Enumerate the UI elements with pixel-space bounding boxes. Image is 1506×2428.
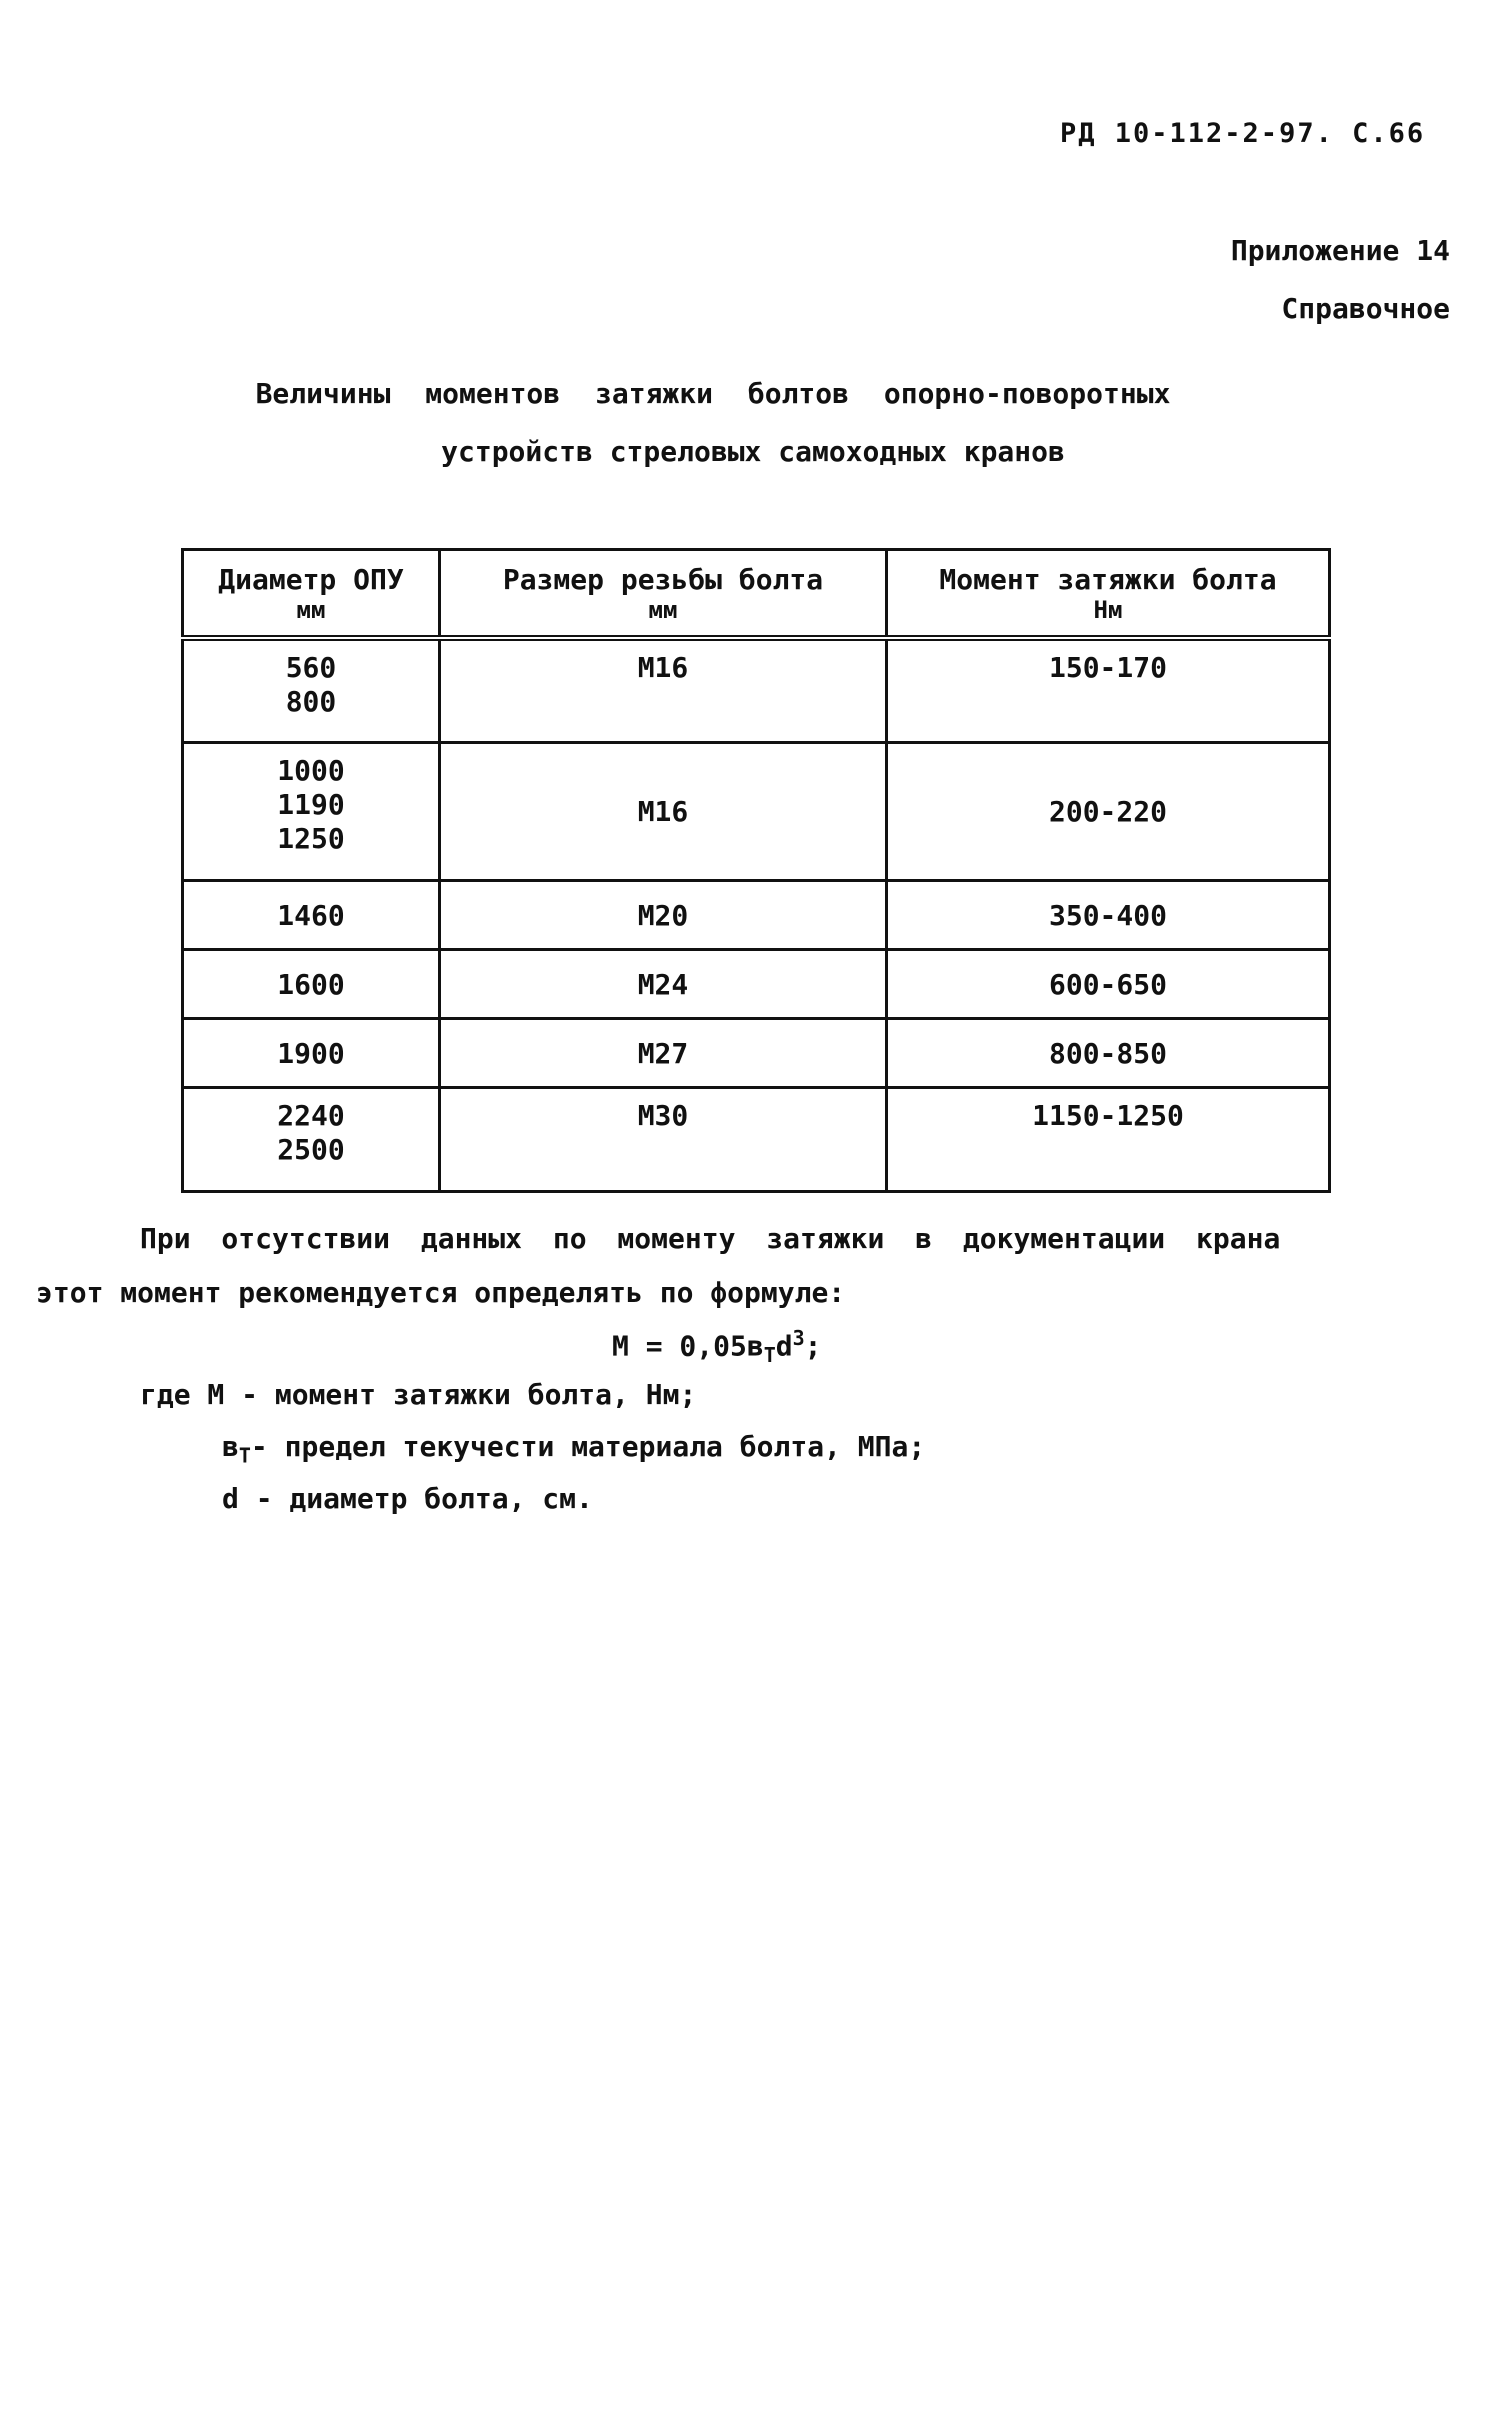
cell-diameter [183, 1087, 440, 1191]
cell-thread: М30 [440, 1087, 887, 1191]
table-row [183, 1087, 1330, 1191]
diameter-value: 1250 [277, 821, 345, 855]
diameter-value: 800 [285, 685, 337, 718]
document-code: РД 10-112-2-97. С.66 [1060, 118, 1426, 149]
cell-diameter [183, 638, 440, 742]
header-thread-unit: мм [648, 596, 678, 624]
torque-table [181, 548, 1331, 1193]
def-text: - предел текучести материала болта, МПа; [250, 1430, 926, 1463]
diameter-value: 1600 [277, 967, 345, 1001]
table-row [183, 638, 1330, 742]
header-torque [887, 550, 1330, 639]
cell-thread: М16 [440, 742, 887, 880]
diameter-value: 1000 [277, 753, 345, 787]
table-row [183, 949, 1330, 1018]
cell-torque: 150-170 [887, 638, 1330, 742]
formula-superscript: 3 [792, 1326, 805, 1350]
header-torque-unit: Нм [1093, 596, 1123, 624]
diameter-value: 560 [285, 651, 337, 684]
diameter-value: 2500 [277, 1132, 345, 1166]
cell-torque: 600-650 [887, 949, 1330, 1018]
definition-yield-strength [222, 1430, 925, 1468]
table-header-row [183, 550, 1330, 639]
cell-torque: 1150-1250 [887, 1087, 1330, 1191]
cell-thread: М20 [440, 880, 887, 949]
cell-torque: 200-220 [887, 742, 1330, 880]
diameter-value: 1900 [277, 1036, 345, 1070]
table-row [183, 1018, 1330, 1087]
formula-d: d [775, 1329, 793, 1363]
def-symbol: в [222, 1430, 239, 1463]
def-symbol-subscript: Т [238, 1443, 251, 1468]
formula-prefix: М = 0,05в [612, 1329, 764, 1363]
cell-torque: 800-850 [887, 1018, 1330, 1087]
header-thread-label: Размер резьбы болта [502, 563, 824, 596]
header-diameter [183, 550, 440, 639]
cell-torque: 350-400 [887, 880, 1330, 949]
cell-thread: М27 [440, 1018, 887, 1087]
appendix-block [1231, 222, 1450, 338]
header-torque-label: Момент затяжки болта [939, 563, 1277, 596]
document-title [0, 365, 1506, 481]
cell-diameter [183, 949, 440, 1018]
header-diameter-unit: мм [296, 596, 326, 624]
appendix-label: Приложение 14 [1230, 234, 1450, 267]
appendix-status: Справочное [1281, 292, 1450, 325]
title-line-2: устройств стреловых самоходных кранов [441, 435, 1065, 468]
table-row [183, 742, 1330, 880]
formula [612, 1326, 822, 1367]
diameter-value: 1190 [277, 787, 345, 821]
cell-diameter [183, 742, 440, 880]
formula-subscript: Т [763, 1342, 776, 1367]
cell-diameter [183, 1018, 440, 1087]
formula-suffix: ; [804, 1329, 822, 1363]
diameter-value: 2240 [277, 1098, 345, 1132]
cell-diameter [183, 880, 440, 949]
title-line-1: Величины моментов затяжки болтов опорно-поворотных [255, 377, 1171, 410]
paragraph-line-2: этот момент рекомендуется определять по формуле: [36, 1276, 846, 1309]
header-diameter-label: Диаметр ОПУ [218, 563, 404, 596]
cell-thread: М24 [440, 949, 887, 1018]
cell-thread: М16 [440, 638, 887, 742]
paragraph-line-1: При отсутствии данных по моменту затяжки в документации крана [140, 1222, 1281, 1255]
table-row [183, 880, 1330, 949]
definition-diameter: d - диаметр болта, см. [222, 1482, 593, 1515]
header-thread [440, 550, 887, 639]
where-line: где М - момент затяжки болта, Нм; [140, 1378, 697, 1411]
diameter-value: 1460 [277, 898, 345, 932]
